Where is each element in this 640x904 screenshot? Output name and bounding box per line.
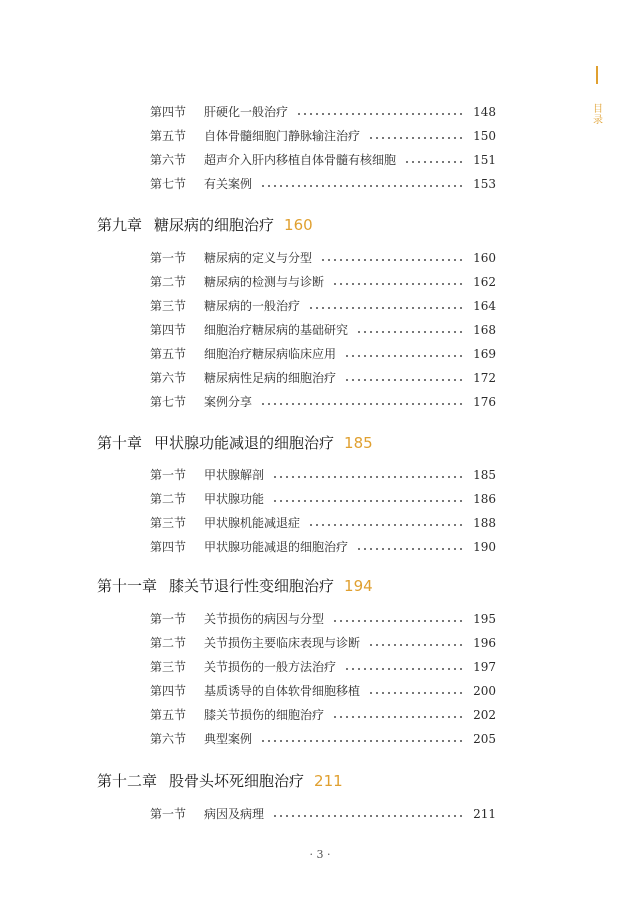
entry-section: 第五节	[150, 708, 187, 722]
toc-entry[interactable]	[150, 610, 496, 628]
chapter-title: 甲状腺功能减退的细胞治疗	[154, 434, 335, 452]
dot-leader	[308, 524, 465, 526]
entry-title: 肝硬化一般治疗	[204, 105, 289, 119]
entry-title: 糖尿病性足病的细胞治疗	[204, 371, 337, 385]
toc-entry[interactable]	[150, 466, 496, 484]
toc-entry[interactable]	[150, 393, 496, 411]
entry-page: 153	[473, 177, 496, 191]
entry-section: 第一节	[150, 807, 187, 821]
entry-page: 176	[473, 395, 496, 409]
entry-page: 205	[473, 732, 496, 746]
toc-entry[interactable]	[150, 514, 496, 532]
entry-section: 第四节	[150, 105, 187, 119]
toc-entry[interactable]	[150, 273, 496, 291]
entry-section: 第七节	[150, 395, 187, 409]
toc-entry[interactable]	[150, 682, 496, 700]
entry-title: 糖尿病的一般治疗	[204, 299, 301, 313]
dot-leader	[308, 307, 465, 309]
chapter-page: 160	[284, 216, 313, 234]
entry-title: 甲状腺机能减退症	[204, 516, 301, 530]
entry-title: 关节损伤的病因与分型	[204, 612, 325, 626]
entry-page: 195	[473, 612, 496, 626]
dot-leader	[260, 403, 465, 405]
chapter-heading[interactable]	[97, 215, 313, 235]
toc-entry[interactable]	[150, 658, 496, 676]
dot-leader	[356, 548, 465, 550]
entry-page: 160	[473, 251, 496, 265]
entry-page: 151	[473, 153, 496, 167]
entry-page: 169	[473, 347, 496, 361]
toc-entry[interactable]	[150, 369, 496, 387]
entry-section: 第五节	[150, 347, 187, 361]
chapter-page: 194	[344, 577, 373, 595]
entry-section: 第一节	[150, 612, 187, 626]
chapter-number: 第十一章	[97, 577, 158, 595]
entry-title: 细胞治疗糖尿病的基础研究	[204, 323, 349, 337]
dot-leader	[404, 161, 465, 163]
entry-page: 168	[473, 323, 496, 337]
dot-leader	[260, 740, 465, 742]
entry-section: 第四节	[150, 684, 187, 698]
entry-section: 第四节	[150, 540, 187, 554]
dot-leader	[332, 283, 465, 285]
entry-section: 第六节	[150, 371, 187, 385]
dot-leader	[296, 113, 465, 115]
toc-entry[interactable]	[150, 490, 496, 508]
toc-entry[interactable]	[150, 538, 496, 556]
chapter-heading[interactable]	[97, 576, 373, 596]
entry-page: 188	[473, 516, 496, 530]
chapter-number: 第九章	[97, 216, 143, 234]
dot-leader	[260, 185, 465, 187]
dot-leader	[332, 716, 465, 718]
entry-title: 糖尿病的检测与与诊断	[204, 275, 325, 289]
toc-entry[interactable]	[150, 730, 496, 748]
entry-page: 150	[473, 129, 496, 143]
side-section-label: 目录	[593, 104, 603, 126]
dot-leader	[368, 644, 465, 646]
entry-section: 第三节	[150, 516, 187, 530]
entry-section: 第一节	[150, 251, 187, 265]
entry-section: 第二节	[150, 492, 187, 506]
entry-section: 第四节	[150, 323, 187, 337]
toc-entry[interactable]	[150, 297, 496, 315]
chapter-page: 211	[314, 772, 343, 790]
chapter-page: 185	[344, 434, 373, 452]
entry-title: 糖尿病的定义与分型	[204, 251, 313, 265]
toc-entry[interactable]	[150, 151, 496, 169]
dot-leader	[272, 500, 465, 502]
entry-title: 甲状腺功能	[204, 492, 265, 506]
entry-page: 172	[473, 371, 496, 385]
entry-page: 185	[473, 468, 496, 482]
entry-page: 190	[473, 540, 496, 554]
entry-title: 病因及病理	[204, 807, 265, 821]
toc-entry[interactable]	[150, 345, 496, 363]
entry-page: 186	[473, 492, 496, 506]
toc-entry[interactable]	[150, 127, 496, 145]
entry-section: 第五节	[150, 129, 187, 143]
entry-title: 基质诱导的自体软骨细胞移植	[204, 684, 361, 698]
dot-leader	[344, 355, 465, 357]
page-number: · 3 ·	[309, 848, 331, 861]
entry-page: 148	[473, 105, 496, 119]
entry-title: 典型案例	[204, 732, 253, 746]
entry-title: 超声介入肝内移植自体骨髓有核细胞	[204, 153, 397, 167]
dot-leader	[344, 379, 465, 381]
chapter-title: 糖尿病的细胞治疗	[154, 216, 275, 234]
toc-entry[interactable]	[150, 805, 496, 823]
entry-section: 第三节	[150, 660, 187, 674]
dot-leader	[272, 476, 465, 478]
chapter-number: 第十二章	[97, 772, 158, 790]
entry-page: 197	[473, 660, 496, 674]
entry-section: 第六节	[150, 153, 187, 167]
entry-page: 162	[473, 275, 496, 289]
chapter-title: 股骨头坏死细胞治疗	[169, 772, 305, 790]
entry-title: 膝关节损伤的细胞治疗	[204, 708, 325, 722]
dot-leader	[368, 137, 465, 139]
entry-title: 自体骨髓细胞门静脉输注治疗	[204, 129, 361, 143]
entry-section: 第六节	[150, 732, 187, 746]
toc-entry[interactable]	[150, 249, 496, 267]
entry-title: 关节损伤的一般方法治疗	[204, 660, 337, 674]
entry-section: 第二节	[150, 636, 187, 650]
toc-entry[interactable]	[150, 103, 496, 121]
chapter-heading[interactable]	[97, 771, 343, 791]
dot-leader	[368, 692, 465, 694]
dot-leader	[272, 815, 465, 817]
entry-section: 第七节	[150, 177, 187, 191]
entry-title: 案例分享	[204, 395, 253, 409]
entry-title: 甲状腺功能减退的细胞治疗	[204, 540, 349, 554]
entry-section: 第三节	[150, 299, 187, 313]
chapter-title: 膝关节退行性变细胞治疗	[169, 577, 335, 595]
dot-leader	[356, 331, 465, 333]
toc-entry[interactable]	[150, 706, 496, 724]
entry-page: 196	[473, 636, 496, 650]
dot-leader	[320, 259, 465, 261]
toc-entry[interactable]	[150, 175, 496, 193]
entry-title: 甲状腺解剖	[204, 468, 265, 482]
toc-entry[interactable]	[150, 321, 496, 339]
entry-page: 211	[473, 807, 496, 821]
chapter-number: 第十章	[97, 434, 143, 452]
entry-page: 200	[473, 684, 496, 698]
entry-title: 细胞治疗糖尿病临床应用	[204, 347, 337, 361]
entry-page: 164	[473, 299, 496, 313]
toc-entry[interactable]	[150, 634, 496, 652]
entry-section: 第二节	[150, 275, 187, 289]
entry-title: 关节损伤主要临床表现与诊断	[204, 636, 361, 650]
entry-section: 第一节	[150, 468, 187, 482]
entry-title: 有关案例	[204, 177, 253, 191]
entry-page: 202	[473, 708, 496, 722]
chapter-heading[interactable]	[97, 433, 373, 453]
dot-leader	[332, 620, 465, 622]
dot-leader	[344, 668, 465, 670]
